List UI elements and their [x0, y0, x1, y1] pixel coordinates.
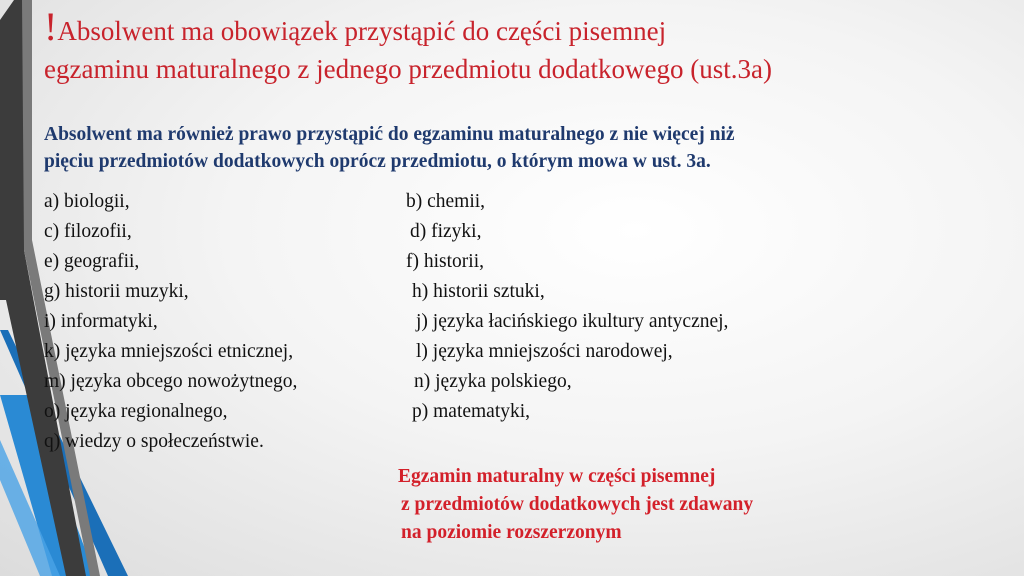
title-line-2: egzaminu maturalnego z jednego przedmiotu dodatkowego (ust.3a)	[44, 54, 773, 84]
subject-item: p) matematyki,	[412, 401, 531, 422]
note-line-3: na poziomie rozszerzonym	[401, 522, 622, 543]
title-line-1: Absolwent ma obowiązek przystąpić do części pisemnej	[57, 16, 667, 46]
note-line-2: z przedmiotów dodatkowych jest zdawany	[401, 494, 754, 515]
subject-item: c) filozofii,	[44, 221, 132, 242]
subject-item: q) wiedzy o społeczeństwie.	[44, 431, 264, 452]
subject-item: d) fizyki,	[410, 221, 482, 242]
subtitle-line-1: Absolwent ma również prawo przystąpić do egzaminu maturalnego z nie więcej niż	[44, 124, 735, 145]
subject-item: o) języka regionalnego,	[44, 401, 228, 422]
subject-item: e) geografii,	[44, 251, 140, 272]
page-title	[44, 4, 1004, 88]
subject-item: k) języka mniejszości etnicznej,	[44, 341, 294, 362]
subject-item: n) języka polskiego,	[414, 371, 572, 392]
subject-item: f) historii,	[406, 251, 484, 272]
exam-level-note	[398, 463, 878, 547]
subject-item: g) historii muzyki,	[44, 281, 189, 302]
subject-item: a) biologii,	[44, 191, 130, 212]
subject-item: j) języka łacińskiego ikultury antycznej,	[416, 311, 729, 332]
subject-item: i) informatyki,	[44, 311, 158, 332]
note-line-1: Egzamin maturalny w części pisemnej	[398, 466, 716, 487]
subject-item: m) języka obcego nowożytnego,	[44, 371, 298, 392]
subtitle	[44, 121, 994, 175]
title-exclamation: !	[44, 4, 58, 49]
subject-item: h) historii sztuki,	[412, 281, 545, 302]
subtitle-line-2: pięciu przedmiotów dodatkowych oprócz przedmiotu, o którym mowa w ust. 3a.	[44, 151, 711, 172]
subject-item: b) chemii,	[406, 191, 486, 212]
subject-item: l) języka mniejszości narodowej,	[416, 341, 673, 362]
